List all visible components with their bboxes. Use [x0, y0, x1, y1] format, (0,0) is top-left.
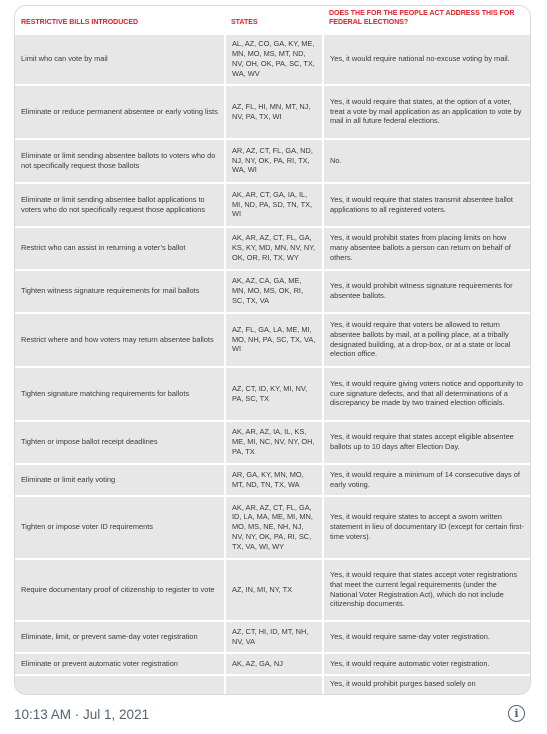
table-row: [15, 675, 530, 696]
states-cell: AK, AR, AZ, CT, FL, GA, ID, LA, MA, ME, MI, MN, MO, MS, NE, NH, NJ, NV, NY, OK, PA, RI, SC, TX, VA, WI, WY: [225, 496, 323, 559]
address-cell: Yes, it would require that states accept voter registrations that meet the current legal requirements (under the National Voter Registration Act), which do not include citizenship documents.: [323, 559, 530, 621]
bill-cell: [15, 675, 225, 696]
header-bills: RESTRICTIVE BILLS INTRODUCED: [15, 6, 225, 34]
address-cell: Yes, it would require that states, at the option of a voter, treat a vote by mail application as an application to vote by mail in all future federal elections.: [323, 85, 530, 139]
table-row: [15, 653, 530, 675]
address-cell: Yes, it would prohibit states from placing limits on how many absentee ballots a person can return on behalf of others.: [323, 227, 530, 270]
table-row: [15, 270, 530, 313]
states-cell: AL, AZ, CO, GA, KY, ME, MN, MO, MS, MT, ND, NV, OH, OK, PA, SC, TX, WA, WV: [225, 34, 323, 85]
states-cell: AR, GA, KY, MN, MO, MT, ND, TN, TX, WA: [225, 464, 323, 496]
table-header-row: [15, 6, 530, 34]
header-states: STATES: [225, 6, 323, 34]
bill-cell: Tighten or impose ballot receipt deadlines: [15, 421, 225, 464]
table-row: [15, 421, 530, 464]
table-row: [15, 464, 530, 496]
header-address: DOES THE FOR THE PEOPLE ACT ADDRESS THIS FOR FEDERAL ELECTIONS?: [323, 6, 530, 34]
table-row: [15, 85, 530, 139]
states-cell: [225, 675, 323, 696]
states-cell: AZ, FL, HI, MN, MT, NJ, NV, PA, TX, WI: [225, 85, 323, 139]
table-row: [15, 139, 530, 183]
states-cell: AZ, CT, ID, KY, MI, NV, PA, SC, TX: [225, 367, 323, 421]
address-cell: No.: [323, 139, 530, 183]
table-row: [15, 183, 530, 227]
address-cell: Yes, it would require states to accept a sworn written statement in lieu of documentary ID (except for certain first-time voters).: [323, 496, 530, 559]
address-cell: Yes, it would require giving voters notice and opportunity to cure signature defects, and that all determinations of a discrepancy be made by two trained election officials.: [323, 367, 530, 421]
tweet-image-card[interactable]: [14, 5, 531, 695]
bill-cell: Tighten witness signature requirements for mail ballots: [15, 270, 225, 313]
bill-cell: Eliminate or limit sending absentee ballots to voters who do not specifically request those ballots: [15, 139, 225, 183]
address-cell: Yes, it would prohibit purges based solely on: [323, 675, 530, 696]
bill-cell: Eliminate or prevent automatic voter registration: [15, 653, 225, 675]
states-cell: AK, AZ, GA, NJ: [225, 653, 323, 675]
bill-cell: Require documentary proof of citizenship to register to vote: [15, 559, 225, 621]
bill-cell: Eliminate or limit early voting: [15, 464, 225, 496]
bill-cell: Tighten or impose voter ID requirements: [15, 496, 225, 559]
states-cell: AZ, CT, HI, ID, MT, NH, NV, VA: [225, 621, 323, 653]
table-row: [15, 496, 530, 559]
info-icon[interactable]: i: [508, 705, 525, 722]
address-cell: Yes, it would require that states accept eligible absentee ballots up to 10 days after Election Day.: [323, 421, 530, 464]
bill-cell: Eliminate or reduce permanent absentee or early voting lists: [15, 85, 225, 139]
restrictive-bills-table: [15, 6, 530, 695]
table-row: [15, 34, 530, 85]
table-row: [15, 367, 530, 421]
bill-cell: Tighten signature matching requirements for ballots: [15, 367, 225, 421]
states-cell: AZ, FL, GA, LA, ME, MI, MO, NH, PA, SC, TX, VA, WI: [225, 313, 323, 367]
states-cell: AR, AZ, CT, FL, GA, ND, NJ, NY, OK, PA, RI, TX, WA, WI: [225, 139, 323, 183]
address-cell: Yes, it would require same-day voter registration.: [323, 621, 530, 653]
address-cell: Yes, it would prohibit witness signature requirements for absentee ballots.: [323, 270, 530, 313]
states-cell: AK, AR, AZ, CT, FL, GA, KS, KY, MD, MN, NV, NY, OK, OR, RI, TX, WY: [225, 227, 323, 270]
states-cell: AK, AR, CT, GA, IA, IL, MI, ND, PA, SD, TN, TX, WI: [225, 183, 323, 227]
table-row: [15, 227, 530, 270]
bill-cell: Restrict who can assist in returning a voter’s ballot: [15, 227, 225, 270]
address-cell: Yes, it would require a minimum of 14 consecutive days of early voting.: [323, 464, 530, 496]
tweet-timestamp[interactable]: 10:13 AM · Jul 1, 2021: [14, 707, 150, 722]
states-cell: AK, AR, AZ, IA, IL, KS, ME, MI, NC, NV, NY, OH, PA, TX: [225, 421, 323, 464]
states-cell: AZ, IN, MI, NY, TX: [225, 559, 323, 621]
address-cell: Yes, it would require that states transmit absentee ballot applications to all registered voters.: [323, 183, 530, 227]
table-row: [15, 559, 530, 621]
table-row: [15, 621, 530, 653]
bill-cell: Limit who can vote by mail: [15, 34, 225, 85]
address-cell: Yes, it would require that voters be allowed to return absentee ballots by mail, at a polling place, at a tribally designated building, at a drop-box, or at a state or local election office.: [323, 313, 530, 367]
address-cell: Yes, it would require national no-excuse voting by mail.: [323, 34, 530, 85]
table-row: [15, 313, 530, 367]
states-cell: AK, AZ, CA, GA, ME, MN, MO, MS, OK, RI, SC, TX, VA: [225, 270, 323, 313]
bill-cell: Eliminate or limit sending absentee ballot applications to voters who do not specifically request those applications: [15, 183, 225, 227]
bill-cell: Eliminate, limit, or prevent same-day voter registration: [15, 621, 225, 653]
bill-cell: Restrict where and how voters may return absentee ballots: [15, 313, 225, 367]
address-cell: Yes, it would require automatic voter registration.: [323, 653, 530, 675]
